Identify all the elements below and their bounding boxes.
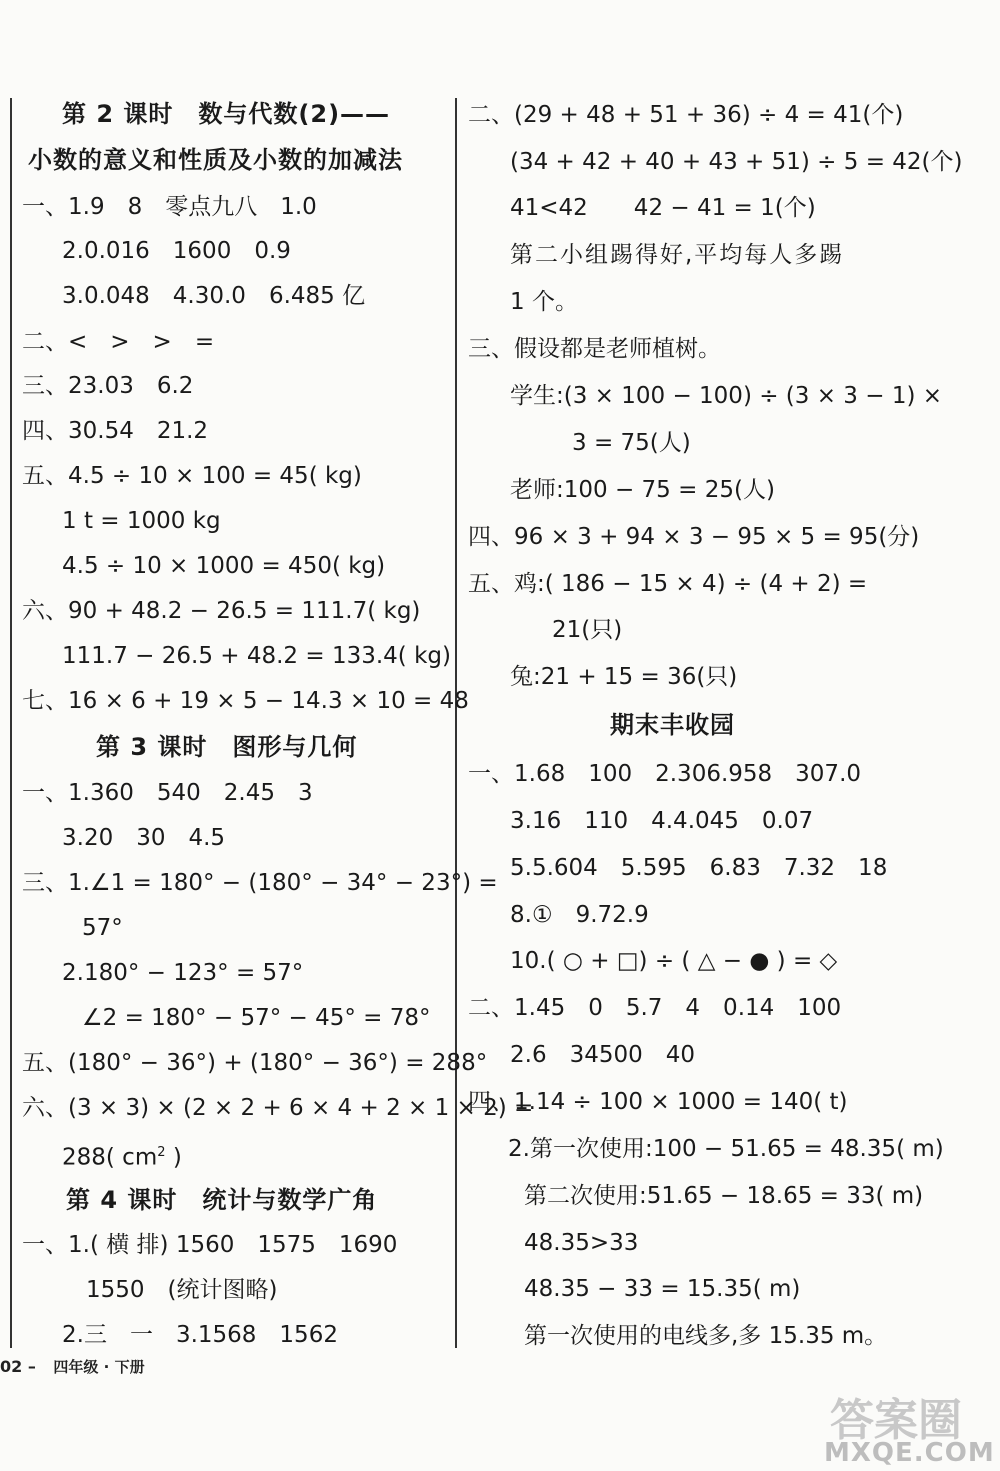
answer-line: 三、假设都是老师植树。: [468, 336, 721, 362]
answer-line: 四、96 × 3 + 94 × 3 − 95 × 5 = 95(分): [468, 524, 920, 550]
section-heading-lesson2-line2: 小数的意义和性质及小数的加减法: [28, 146, 403, 174]
answer-line: (34 + 42 + 40 + 43 + 51) ÷ 5 = 42(个): [510, 149, 963, 175]
page-number: 02 –: [0, 1357, 36, 1376]
answer-line: 48.35 − 33 = 15.35( m): [524, 1276, 801, 1302]
answer-line: 三、1.∠1 = 180° − (180° − 34° − 23°) =: [22, 870, 498, 896]
answer-line: 四、1.14 ÷ 100 × 1000 = 140( t): [468, 1089, 848, 1115]
answer-line: 第二小组踢得好,平均每人多踢: [510, 242, 845, 268]
answer-line: 21(只): [552, 617, 623, 643]
answer-line: 1 t = 1000 kg: [62, 508, 221, 534]
answer-line: 二、1.45 0 5.7 4 0.14 100: [468, 995, 842, 1021]
answer-line: 5.5.604 5.595 6.83 7.32 18: [510, 855, 888, 881]
answer-line: 3.20 30 4.5: [62, 825, 226, 851]
answer-line: 一、1.68 100 2.306.958 307.0: [468, 761, 862, 787]
answer-line: 一、1.9 8 零点九八 1.0: [22, 194, 317, 220]
page-footer: [0, 1356, 145, 1377]
answer-line: 六、90 + 48.2 − 26.5 = 111.7( kg): [22, 598, 421, 624]
answer-line: 第二次使用:51.65 − 18.65 = 33( m): [524, 1183, 924, 1209]
section-heading-lesson4: 第 4 课时 统计与数学广角: [66, 1186, 378, 1214]
answer-line: 111.7 − 26.5 + 48.2 = 133.4( kg): [62, 643, 451, 669]
answer-line: 二、(29 + 48 + 51 + 36) ÷ 4 = 41(个): [468, 102, 904, 128]
answer-line: 2.0.016 1600 0.9: [62, 238, 291, 264]
section-heading-lesson3: 第 3 课时 图形与几何: [96, 733, 358, 761]
answer-line: 10.( ○ + □) ÷ ( △ − ● ) = ◇: [510, 948, 838, 974]
answer-line: 41<42 42 − 41 = 1(个): [510, 195, 816, 221]
section-heading-lesson2-line1: 第 2 课时 数与代数(2)——: [62, 100, 391, 128]
answer-line: 三、23.03 6.2: [22, 373, 194, 399]
answer-line: 五、鸡:( 186 − 15 × 4) ÷ (4 + 2) =: [468, 571, 868, 597]
answer-line: 六、(3 × 3) × (2 × 2 + 6 × 4 + 2 × 1 × 2) =: [22, 1095, 534, 1121]
answer-line: ∠2 = 180° − 57° − 45° = 78°: [82, 1005, 431, 1031]
answer-line: 五、(180° − 36°) + (180° − 36°) = 288°: [22, 1050, 488, 1076]
section-heading-final-review: 期末丰收园: [610, 711, 735, 739]
answer-line: 2.第一次使用:100 − 51.65 = 48.35( m): [508, 1136, 944, 1162]
left-margin-rule: [10, 98, 12, 1348]
column-divider: [455, 98, 457, 1348]
answer-line: 3.0.048 4.30.0 6.485 亿: [62, 283, 366, 309]
answer-line: 1550 (统计图略): [86, 1277, 278, 1303]
grade-label: 四年级 · 下册: [53, 1358, 145, 1376]
answer-line: 3.16 110 4.4.045 0.07: [510, 808, 814, 834]
watermark-site: MXQE.COM: [824, 1438, 995, 1468]
answer-line: 一、1.( 横 排) 1560 1575 1690: [22, 1232, 398, 1258]
answer-line: 4.5 ÷ 10 × 1000 = 450( kg): [62, 553, 386, 579]
answer-line: 1 个。: [510, 289, 578, 315]
answer-line: 2.6 34500 40: [510, 1042, 696, 1068]
answer-line: 老师:100 − 75 = 25(人): [510, 477, 775, 503]
answer-line: 四、30.54 21.2: [22, 418, 209, 444]
answer-line: 第一次使用的电线多,多 15.35 m。: [524, 1323, 888, 1349]
answer-line: 兔:21 + 15 = 36(只): [510, 664, 738, 690]
answer-line: 一、1.360 540 2.45 3: [22, 780, 313, 806]
answer-line: 57°: [82, 915, 123, 941]
area-answer: 288( cm: [62, 1144, 158, 1171]
answer-line: 学生:(3 × 100 − 100) ÷ (3 × 3 − 1) ×: [510, 383, 943, 409]
watermark-logo: 答案圈: [830, 1395, 962, 1446]
answer-line: 二、< > > =: [22, 329, 215, 355]
answer-line: 七、16 × 6 + 19 × 5 − 14.3 × 10 = 48: [22, 688, 469, 714]
area-exponent: 2: [157, 1145, 166, 1160]
answer-line: 3 = 75(人): [572, 430, 691, 456]
answer-line: 48.35>33: [524, 1230, 639, 1256]
answer-line: 五、4.5 ÷ 10 × 100 = 45( kg): [22, 463, 362, 489]
answer-line: 2.180° − 123° = 57°: [62, 960, 304, 986]
answer-line: [62, 1138, 182, 1173]
area-answer-close: ): [165, 1144, 182, 1171]
answer-line: 8.① 9.72.9: [510, 902, 649, 928]
answer-line: 2.三 一 3.1568 1562: [62, 1322, 338, 1348]
